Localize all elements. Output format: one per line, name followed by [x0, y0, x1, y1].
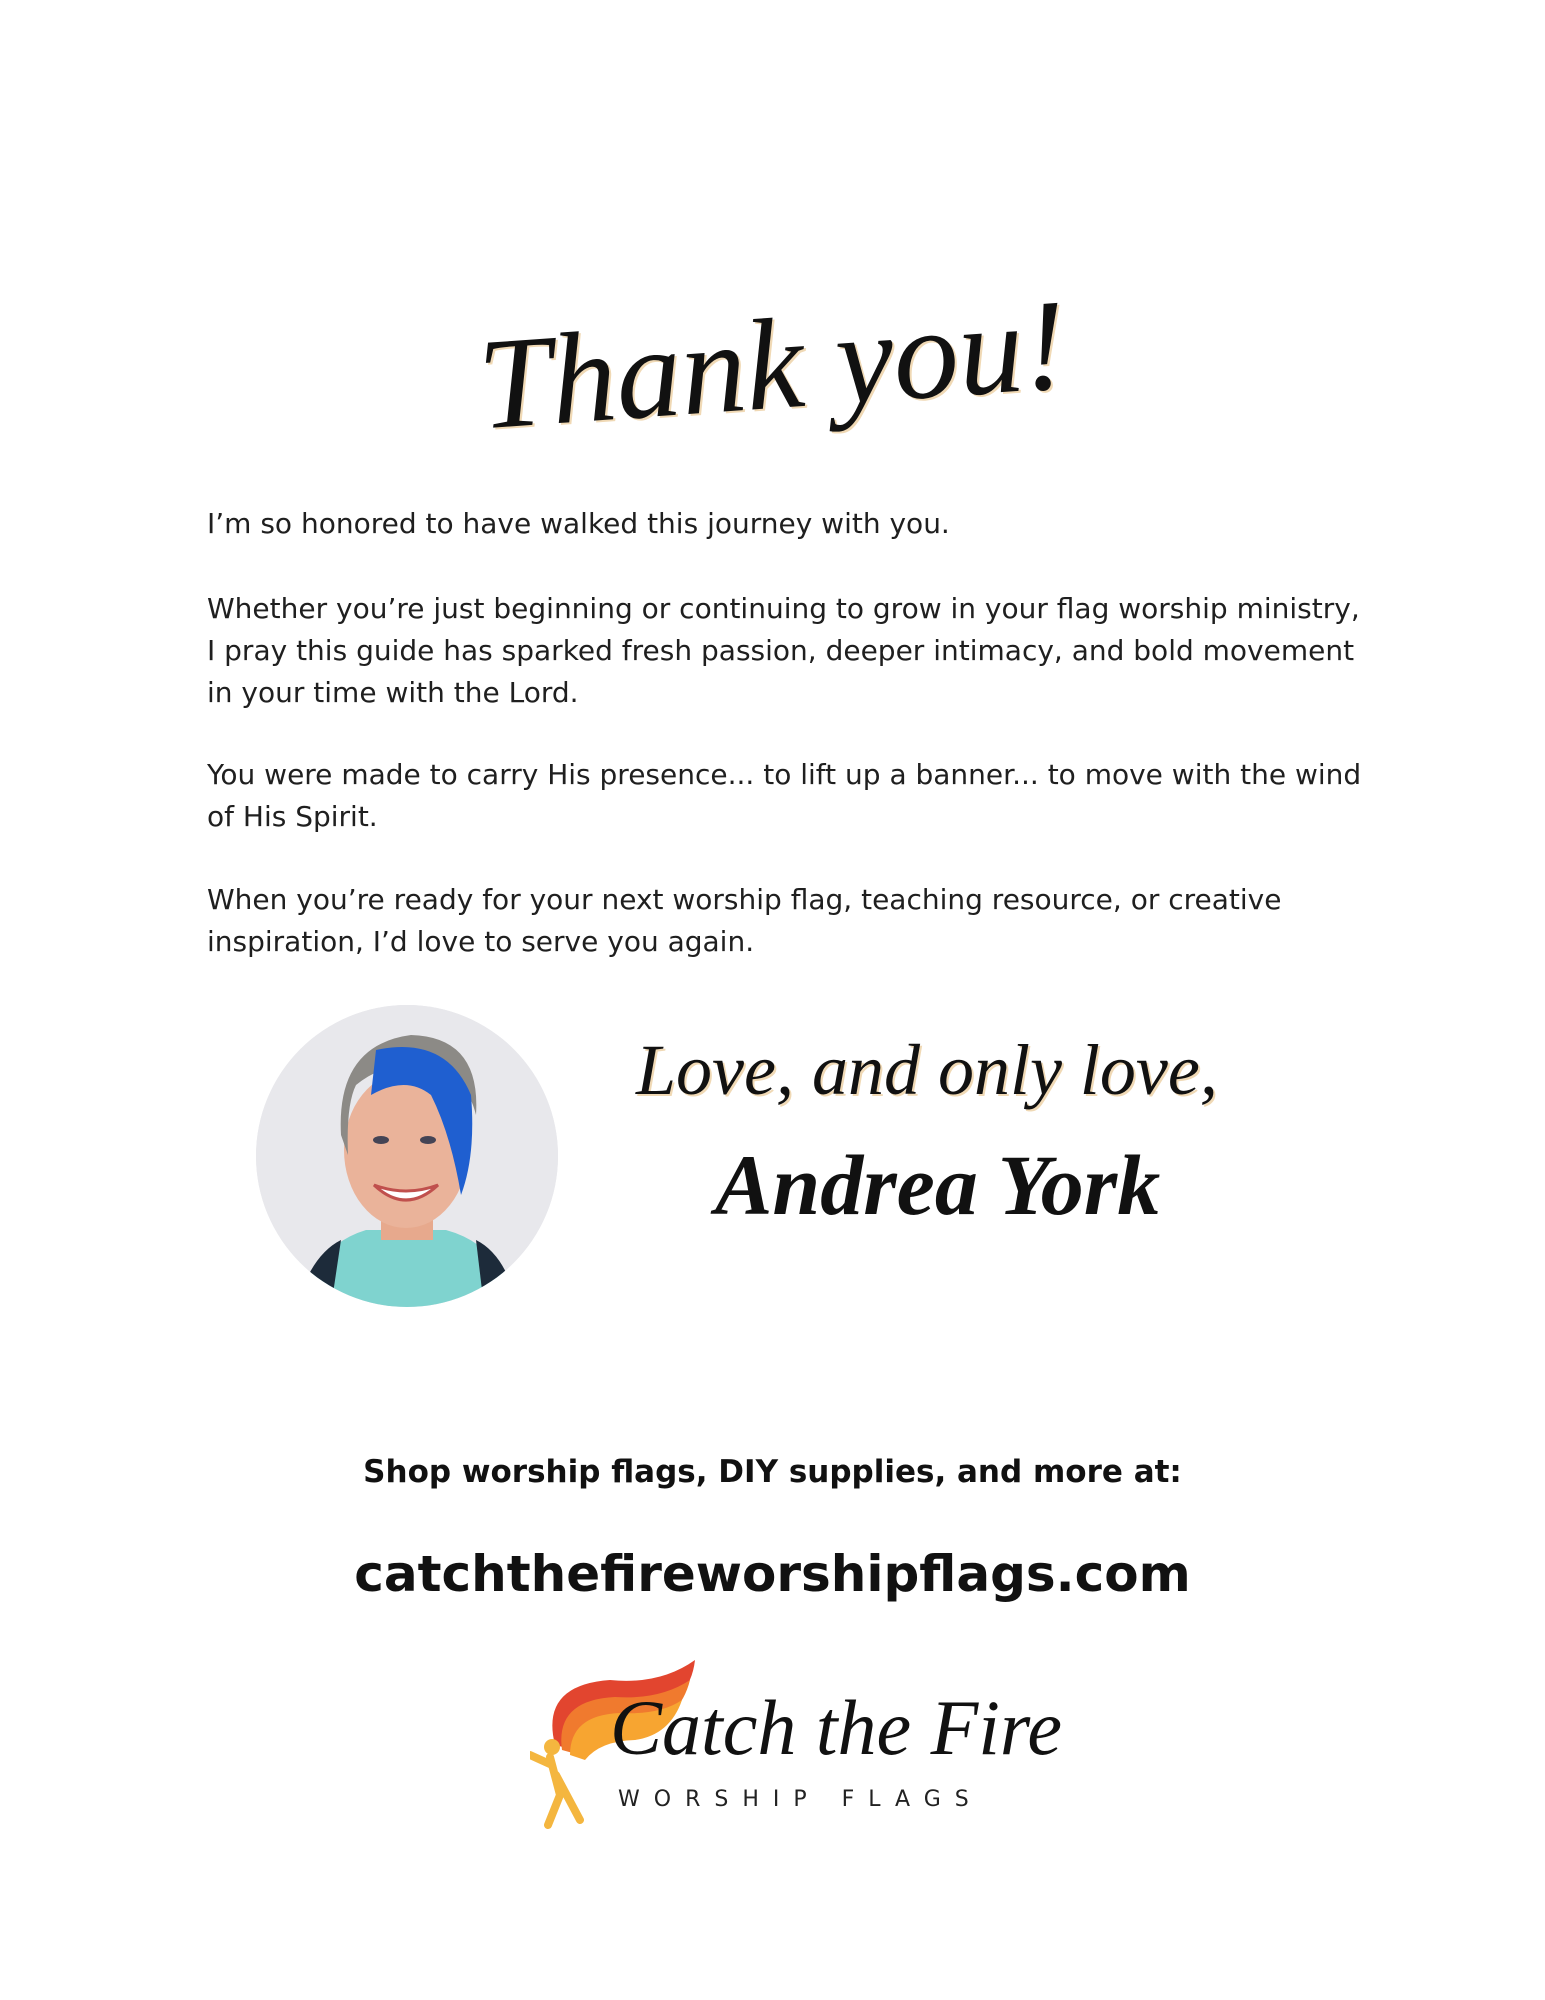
signature: Andrea York	[715, 1137, 1161, 1233]
paragraph-prayer: Whether you’re just beginning or continuing to grow in your flag worship ministry, I pray this guide has sparked fresh passion, deeper intimacy, and bold movement in your time with the Lord.	[207, 592, 1360, 709]
logo-subtitle: WORSHIP FLAGS	[618, 1787, 983, 1812]
brand-logo	[530, 1655, 1063, 1835]
paragraph-calling: You were made to carry His presence... to lift up a banner... to move with the wind of His Spirit.	[207, 758, 1362, 833]
thank-you-heading: Thank you!	[473, 272, 1072, 458]
website-link[interactable]: catchthefireworshipflags.com	[354, 1545, 1191, 1603]
paragraph-intro: I’m so honored to have walked this journey with you.	[207, 507, 950, 540]
closing-line: Love, and only love,	[636, 1030, 1218, 1110]
author-photo	[256, 1005, 558, 1307]
shop-text: Shop worship flags, DIY supplies, and more at:	[363, 1454, 1182, 1490]
logo-name: Catch the Fire	[610, 1684, 1063, 1771]
paragraph-invitation: When you’re ready for your next worship flag, teaching resource, or creative inspiration, I’d love to serve you again.	[207, 883, 1282, 958]
